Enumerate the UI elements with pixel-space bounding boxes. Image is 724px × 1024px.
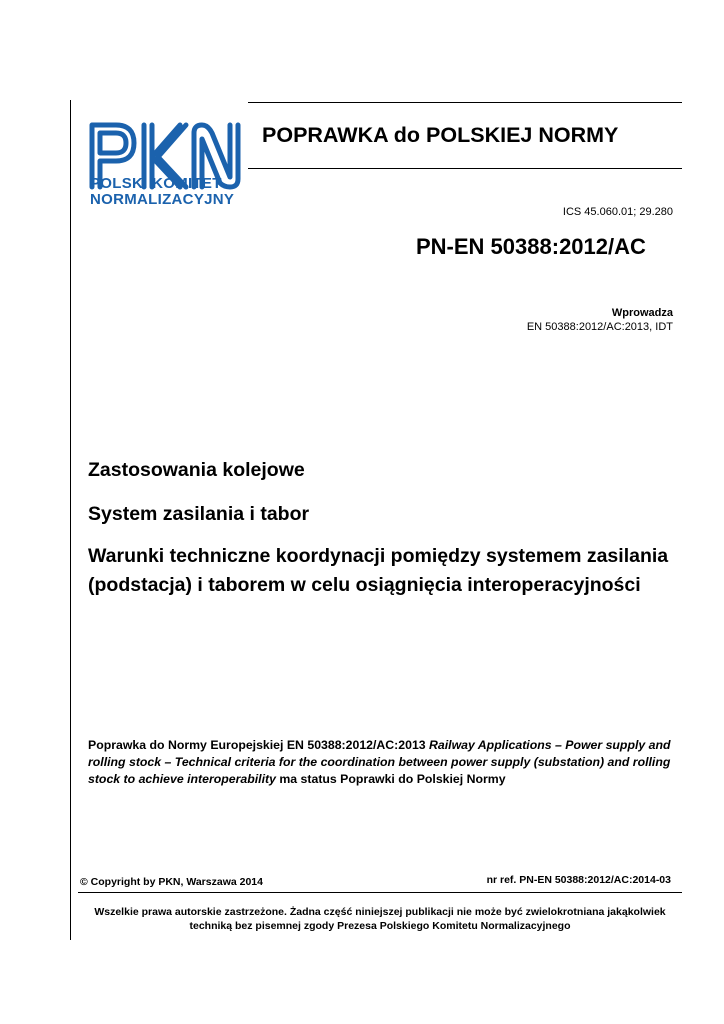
ics-code: ICS 45.060.01; 29.280 <box>562 206 673 218</box>
introduces-label: Wprowadza <box>611 307 673 319</box>
title-line-1: Zastosowania kolejowe <box>88 459 305 481</box>
amendment-statement <box>88 737 688 788</box>
logo-org-name-line2: NORMALIZACYJNY <box>90 191 235 208</box>
copyright-notice: © Copyright by PKN, Warszawa 2014 <box>80 876 263 888</box>
rights-notice: Wszelkie prawa autorskie zastrzeżone. Żadna część niniejszej publikacji nie może być zwielokrotniana jakąkolwiek techniką bez pisemnej zgody Prezesa Polskiego Komitetu Normalizacyjnego <box>94 906 666 932</box>
amendment-english-title: Railway Applications – Power supply and rolling stock – Technical criteria for the coordination between power supply (substation) and rolling stock to achieve interoperability <box>88 738 671 786</box>
logo-org-name-line1: POLSKI KOMITET <box>90 175 222 192</box>
header-top-rule <box>248 102 682 103</box>
header-bottom-rule <box>248 168 682 169</box>
document-type-title: POPRAWKA do POLSKIEJ NORMY <box>262 123 619 147</box>
amendment-suffix: ma status Poprawki do Polskiej Normy <box>275 772 506 786</box>
reference-number: nr ref. PN-EN 50388:2012/AC:2014-03 <box>486 874 671 886</box>
amendment-prefix: Poprawka do Normy Europejskiej EN 50388:2012/AC:2013 <box>88 738 430 752</box>
left-margin-rule <box>70 100 71 940</box>
standard-number: PN-EN 50388:2012/AC <box>416 234 646 259</box>
title-line-2: System zasilania i tabor <box>88 503 310 525</box>
title-line-3: Warunki techniczne koordynacji pomiędzy systemem zasilania (podstacja) i taborem w celu osiągnięcia interoperacyjności <box>88 545 669 596</box>
footer-rule <box>78 892 682 893</box>
introduces-value: EN 50388:2012/AC:2013, IDT <box>526 321 673 333</box>
